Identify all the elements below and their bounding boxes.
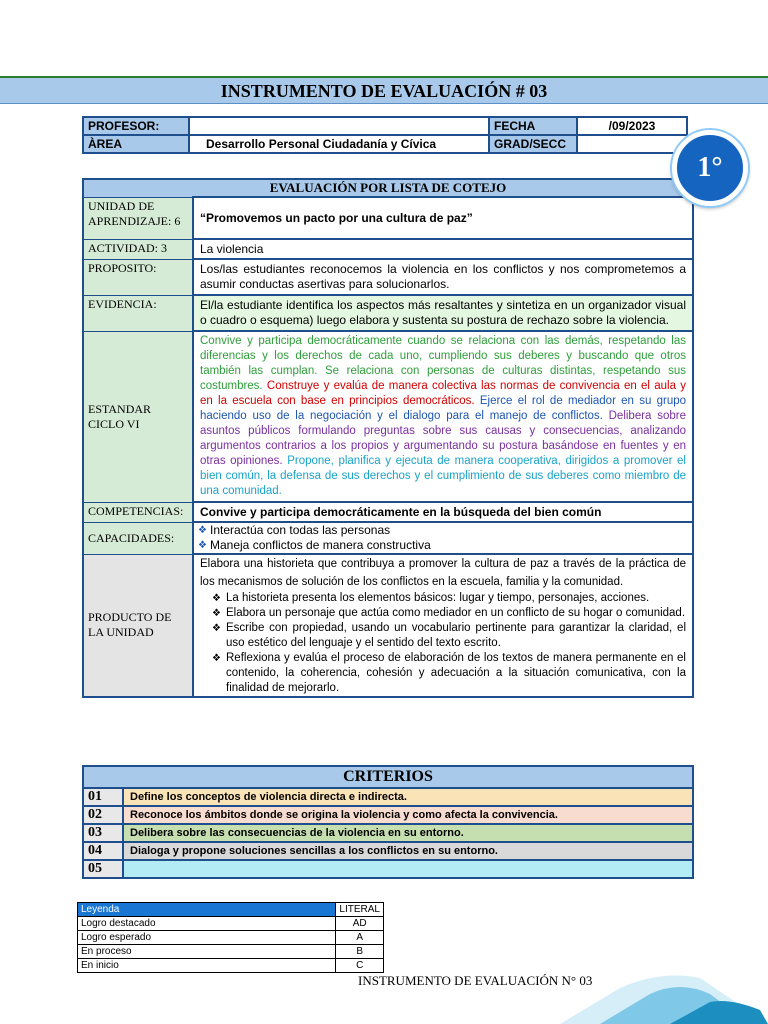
capacidad-item: ❖ Interactúa con todas las personas <box>198 523 688 538</box>
estandar-green-text: Convive y participa democráticamente cuando se relaciona con las demás, respetando las diferencias y los derechos de cada uno, cumpliendo sus deberes y buscando que otros también las cumplan. Se relaciona con personas de culturas distintas, respetando sus costumbres. <box>200 335 686 392</box>
producto-item: ❖ La historieta presenta los elementos básicos: lugar y tiempo, personajes, acciones. <box>210 591 686 606</box>
evidencia-value: El/la estudiante identifica los aspectos más resaltantes y sintetiza en un organizador visual o cuadro o esquema) luego elabora y sustenta su postura de rechazo sobre la violencia. <box>193 295 693 331</box>
unidad-value: “Promovemos un pacto por una cultura de paz” <box>193 197 693 239</box>
criterios-table <box>82 765 694 879</box>
evaluation-heading: EVALUACIÓN POR LISTA DE COTEJO <box>83 179 693 197</box>
profesor-label: PROFESOR: <box>83 117 189 135</box>
producto-label: PRODUCTO DE LA UNIDAD <box>83 554 193 697</box>
producto-intro: Elabora una historieta que contribuya a promover la cultura de paz a través de la práctica de los mecanismos de solución de los conflictos en la escuela, familia y la comunidad. <box>200 558 686 588</box>
estandar-label: ESTANDAR CICLO VI <box>83 331 193 502</box>
producto-item: ❖ Escribe con propiedad, usando un vocabulario pertinente para garantizar la claridad, el uso estético del lenguaje y el sentido del texto escrito. <box>210 621 686 651</box>
competencia-label: COMPETENCIAS: <box>83 502 193 522</box>
criterio-number: 03 <box>83 824 123 842</box>
legend-label: En inicio <box>78 959 336 973</box>
producto-list <box>200 591 686 696</box>
footer-title: INSTRUMENTO DE EVALUACIÓN N° 03 <box>358 973 593 988</box>
gradsecc-value <box>577 135 687 153</box>
legend-header: Leyenda <box>78 903 336 917</box>
estandar-purple-text: Delibera sobre asuntos públicos formulando preguntas sobre sus causas y consecuencias, analizando argumentos contrarios a los propios y argumentando su postura basándose en fuentes y en otras opiniones. <box>200 410 686 467</box>
evidencia-label: EVIDENCIA: <box>83 295 193 331</box>
criterio-number: 02 <box>83 806 123 824</box>
criterio-text: Delibera sobre las consecuencias de la violencia en su entorno. <box>123 824 693 842</box>
producto-item: ❖ Reflexiona y evalúa el proceso de elaboración de los textos de manera permanente en el contenido, la coherencia, cohesión y adecuación a la situación comunicativa, con la finalidad de mejorarlo. <box>210 651 686 696</box>
estandar-red-text: Construye y evalúa de manera colectiva las normas de convivencia en el aula y en la escuela con base en principios democráticos. <box>200 380 686 407</box>
actividad-label: ACTIVIDAD: 3 <box>83 239 193 259</box>
legend-label: Logro destacado <box>78 917 336 931</box>
legend-literal: A <box>336 931 384 945</box>
criterio-text: Dialoga y propone soluciones sencillas a los conflictos en su entorno. <box>123 842 693 860</box>
estandar-cyan-text: Propone, planifica y ejecuta de manera cooperativa, dirigidos a promover el bien común, la defensa de sus derechos y el cumplimiento de sus deberes como miembro de una comunidad. <box>200 455 686 497</box>
fecha-value: /09/2023 <box>577 117 687 135</box>
legend-label: Logro esperado <box>78 931 336 945</box>
criterio-number: 05 <box>83 860 123 878</box>
document-title: INSTRUMENTO DE EVALUACIÓN # 03 <box>0 76 768 104</box>
evaluation-table <box>82 178 694 698</box>
producto-item: ❖ Elabora un personaje que actúa como mediador en un conflicto de su hogar o comunidad. <box>210 606 686 621</box>
capacidades-value <box>193 522 693 554</box>
legend-literal: AD <box>336 917 384 931</box>
profesor-value <box>189 117 489 135</box>
fecha-label: FECHA <box>489 117 577 135</box>
legend-literal: C <box>336 959 384 973</box>
legend-label: En proceso <box>78 945 336 959</box>
gradsecc-label: GRAD/SECC <box>489 135 577 153</box>
legend-literal: B <box>336 945 384 959</box>
legend-table <box>77 902 384 973</box>
grade-badge: 1° <box>672 130 748 206</box>
actividad-value: La violencia <box>193 239 693 259</box>
capacidades-list <box>198 523 688 553</box>
estandar-blue-text: Ejerce el rol de mediador en su grupo haciendo uso de la negociación y el dialogo para el manejo de conflictos. <box>200 395 687 422</box>
competencia-value: Convive y participa democráticamente en la búsqueda del bien común <box>193 502 693 522</box>
producto-value <box>193 554 693 697</box>
estandar-value <box>193 331 693 502</box>
criterio-text: Reconoce los ámbitos donde se origina la violencia y como afecta la convivencia. <box>123 806 693 824</box>
unidad-label: UNIDAD DE APRENDIZAJE: 6 <box>83 197 193 239</box>
area-label: ÀREA <box>83 135 189 153</box>
proposito-label: PROPOSITO: <box>83 259 193 295</box>
criterio-text: Define los conceptos de violencia directa e indirecta. <box>123 788 693 806</box>
literal-header: LITERAL <box>336 903 384 917</box>
header-info-table <box>82 116 688 154</box>
capacidades-label: CAPACIDADES: <box>83 522 193 554</box>
criterios-heading: CRITERIOS <box>83 766 693 788</box>
criterio-number: 04 <box>83 842 123 860</box>
criterio-number: 01 <box>83 788 123 806</box>
proposito-value: Los/las estudiantes reconocemos la violencia en los conflictos y nos comprometemos a asumir conductas asertivas para solucionarlos. <box>193 259 693 295</box>
area-value: Desarrollo Personal Ciudadanía y Cívica <box>189 135 489 153</box>
capacidad-item: ❖ Maneja conflictos de manera constructiva <box>198 538 688 553</box>
criterio-text <box>123 860 693 878</box>
